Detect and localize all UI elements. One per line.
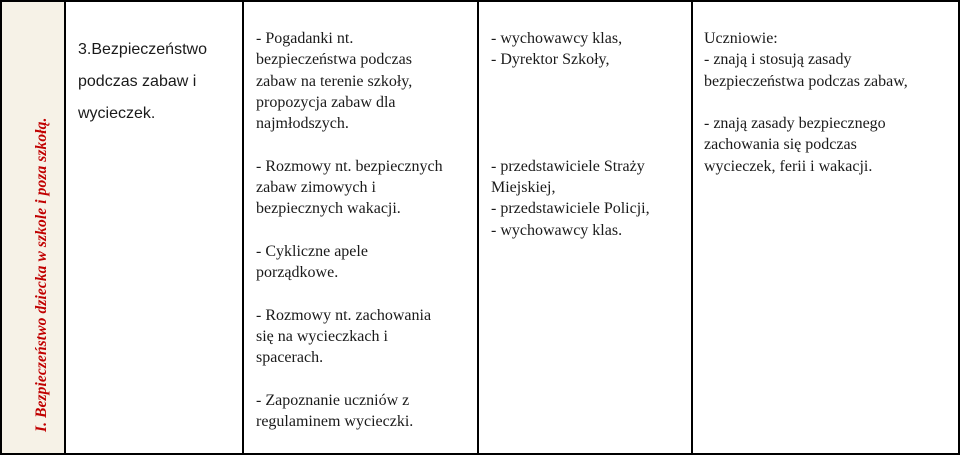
outcomes-line: bezpieczeństwa podczas zabaw, xyxy=(704,72,908,90)
column-divider xyxy=(242,0,244,455)
outcomes-line: - znają zasady bezpiecznego xyxy=(704,115,886,133)
section-vertical-title: I. Bezpieczeństwo dziecka w szkole i poza szkołą. xyxy=(33,117,50,432)
outcomes-line: zachowania się podczas xyxy=(704,136,857,154)
forms-line: się na wycieczkach i xyxy=(256,328,388,346)
topic-line: wycieczek. xyxy=(78,105,156,122)
responsible-line xyxy=(491,71,650,92)
forms-line xyxy=(256,369,443,390)
responsible-line: - wychowawcy klas, xyxy=(491,30,623,47)
forms-line: propozycja zabaw dla xyxy=(256,93,396,111)
table-border-top xyxy=(0,0,960,2)
forms-line: najmłodszych. xyxy=(256,115,349,133)
topic-cell xyxy=(78,34,207,130)
forms-line: - Zapoznanie uczniów z xyxy=(256,392,410,410)
forms-line xyxy=(256,220,443,241)
responsible-line: Miejskiej, xyxy=(491,179,556,197)
responsible-cell xyxy=(491,28,650,241)
outcomes-line: Uczniowie: xyxy=(704,30,778,47)
responsible-line: - przedstawiciele Policji, xyxy=(491,200,650,218)
forms-line: - Cykliczne apele xyxy=(256,242,368,260)
responsible-line: - wychowawcy klas. xyxy=(491,221,623,239)
forms-line: - Pogadanki nt. xyxy=(256,30,354,47)
responsible-line: - Dyrektor Szkoły, xyxy=(491,51,610,69)
forms-line: zabaw zimowych i xyxy=(256,179,376,197)
topic-line: podczas zabaw i xyxy=(78,73,197,90)
forms-line: regulaminem wycieczki. xyxy=(256,413,414,431)
responsible-line xyxy=(491,92,650,113)
forms-cell xyxy=(256,28,443,433)
outcomes-line: wycieczek, ferii i wakacji. xyxy=(704,157,873,175)
forms-line: - Rozmowy nt. bezpiecznych xyxy=(256,157,443,175)
forms-line xyxy=(256,134,443,155)
forms-line: zabaw na terenie szkoły, xyxy=(256,72,413,90)
outcomes-line xyxy=(704,92,908,113)
outcomes-cell xyxy=(704,28,908,177)
forms-line: bezpieczeństwa podczas xyxy=(256,51,412,69)
responsible-line xyxy=(491,113,650,134)
forms-line: spacerach. xyxy=(256,349,324,367)
forms-line xyxy=(256,284,443,305)
column-divider xyxy=(691,0,693,455)
forms-line: bezpiecznych wakacji. xyxy=(256,200,401,218)
responsible-line xyxy=(491,134,650,155)
topic-line: 3.Bezpieczeństwo xyxy=(78,41,207,58)
column-divider xyxy=(64,0,66,455)
forms-line: porządkowe. xyxy=(256,264,339,282)
table-border-left xyxy=(0,0,2,455)
responsible-line: - przedstawiciele Straży xyxy=(491,157,645,175)
forms-line: - Rozmowy nt. zachowania xyxy=(256,306,432,324)
outcomes-line: - znają i stosują zasady xyxy=(704,51,852,69)
column-divider xyxy=(477,0,479,455)
